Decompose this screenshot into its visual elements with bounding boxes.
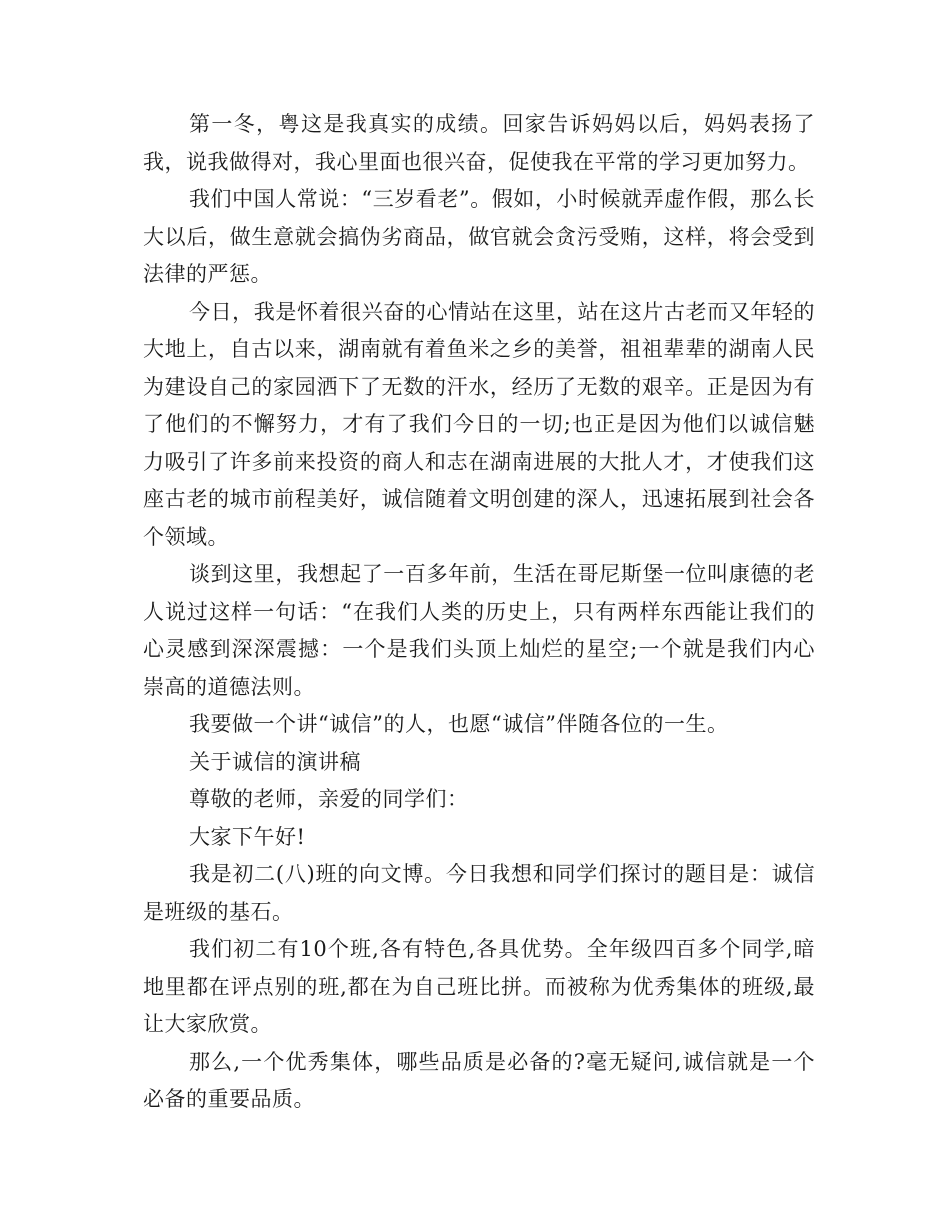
speech-title: 关于诚信的演讲稿 xyxy=(189,749,361,774)
paragraph-9: 我是初二(八)班的向文博。今日我想和同学们探讨的题目是：诚信是班级的基石。 xyxy=(143,862,815,924)
paragraph-5: 我要做一个讲“诚信”的人，也愿“诚信”伴随各位的一生。 xyxy=(189,712,729,736)
salutation: 尊敬的老师，亲爱的同学们： xyxy=(189,787,469,811)
paragraph-4: 谈到这里，我想起了一百多年前，生活在哥尼斯堡一位叫康德的老人说过这样一句话：“在我们人类的历史上，只有两样东西能让我们的心灵感到深深震撼：一个是我们头顶上灿烂的星空;一个就是我们内心崇高的道德法则。 xyxy=(143,562,815,699)
paragraph-11: 那么,一个优秀集体，哪些品质是必备的?毫无疑问,诚信就是一个必备的重要品质。 xyxy=(143,1049,815,1111)
paragraph-3: 今日，我是怀着很兴奋的心情站在这里，站在这片古老而又年轻的大地上，自古以来，湖南就有着鱼米之乡的美誉，祖祖辈辈的湖南人民为建设自己的家园洒下了无数的汗水，经历了无数的艰辛。正是因为有了他们的不懈努力，才有了我们今日的一切;也正是因为他们以诚信魅力吸引了许多前来投资的商人和志在湖南进展的大批人才，才使我们这座古老的城市前程美好，诚信随着文明创建的深人，迅速拓展到社会各个领域。 xyxy=(143,299,815,549)
paragraph-1: 第一冬，粤这是我真实的成绩。回家告诉妈妈以后，妈妈表扬了我，说我做得对，我心里面也很兴奋，促使我在平常的学习更加努力。 xyxy=(143,112,815,174)
greeting: 大家下午好! xyxy=(189,824,306,849)
paragraph-2: 我们中国人常说：“三岁看老”。假如，小时候就弄虚作假，那么长大以后，做生意就会搞伪劣商品，做官就会贪污受贿，这样，将会受到法律的严惩。 xyxy=(143,187,815,286)
paragraph-10: 我们初二有10个班,各有特色,各具优势。全年级四百多个同学,暗地里都在评点别的班,都在为自己班比拼。而被称为优秀集体的班级,最让大家欣赏。 xyxy=(143,937,815,1036)
document-body xyxy=(143,106,815,1119)
